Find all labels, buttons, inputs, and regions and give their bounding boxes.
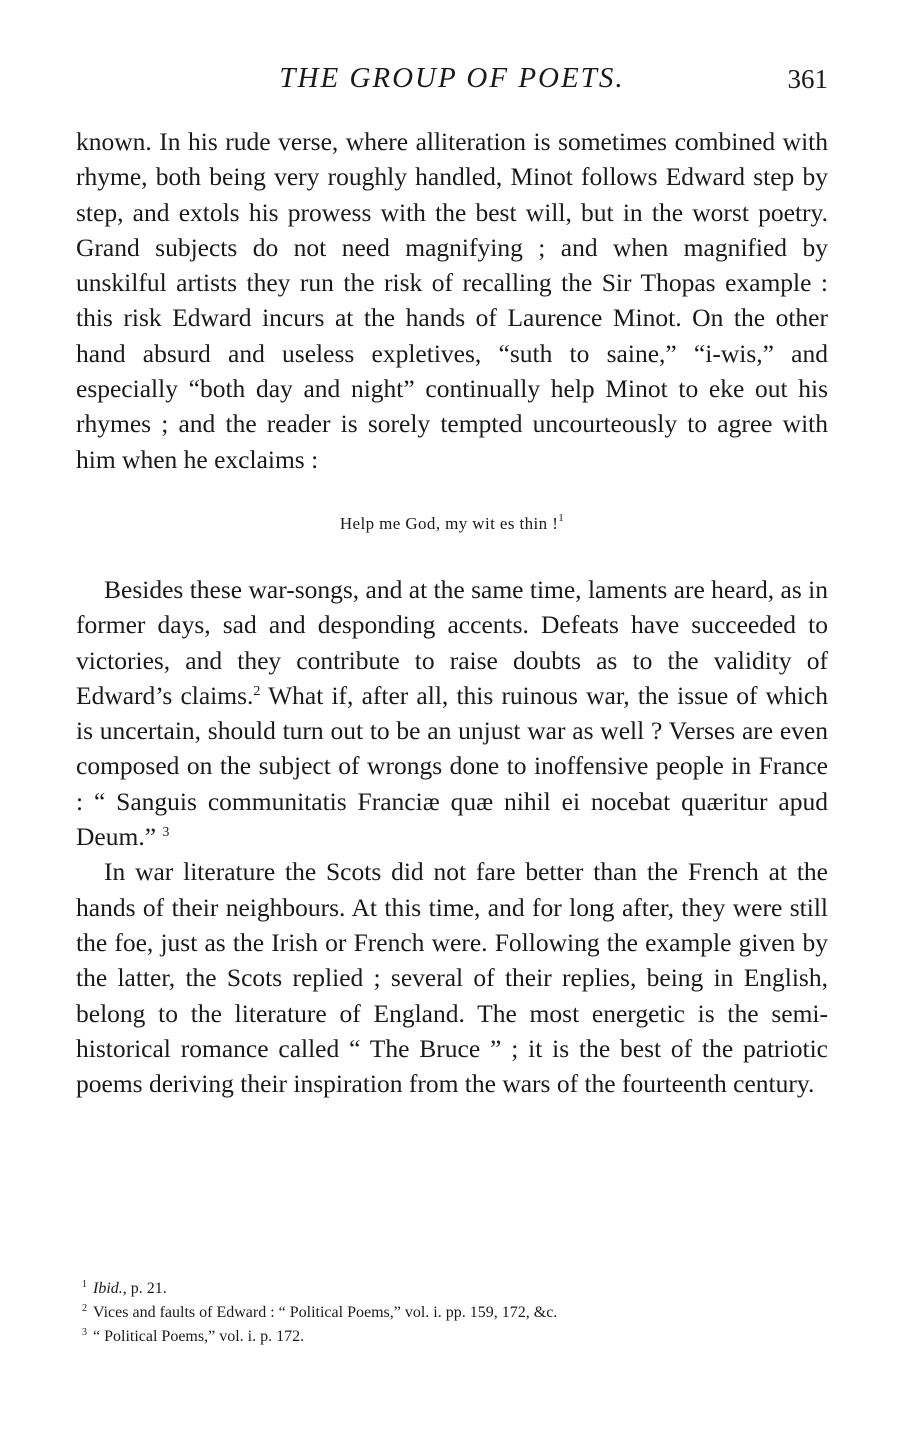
footnote-2 (76, 1301, 836, 1325)
paragraph-1: known. In his rude verse, where alliteration is sometimes combined with rhyme, both being very roughly handled, Minot follows Edward step by step, and extols his prowess with the best will, but in the worst poetry. Grand subjects do not need magnifying ; and when magnified by unskilful artists they run the risk of recalling the Sir Thopas example : this risk Edward incurs at the hands of Laurence Minot. On the other hand absurd and useless expletives, “suth to saine,” “i-wis,” and especially “both day and night” continually help Minot to eke out his rhymes ; and the reader is sorely tempted uncourteously to agree with him when he exclaims : (76, 127, 828, 474)
footnote-ref-2: 2 (253, 683, 261, 699)
running-title: THE GROUP OF POETS. (279, 62, 625, 94)
footnote-1 (76, 1277, 836, 1301)
footnote-2-text: Vices and faults of Edward : “ Political Poems,” vol. i. pp. 159, 172, &c. (93, 1304, 558, 1321)
footnote-1-italic: Ibid. (93, 1280, 123, 1297)
footnote-ref-3: 3 (162, 825, 170, 841)
paragraph-2-text-b: What if, after all, this ruinous war, the issue of which is uncertain, should turn out to be an unjust war as well ? Verses are even composed on the subject of wrongs done to inoffensive people in France : “ Sanguis communitatis Franciæ quæ nihil ei nocebat quæritur apud Deum.” (76, 680, 828, 852)
verse-quotation (76, 512, 828, 536)
footnote-1-text: , p. 21. (122, 1280, 167, 1297)
footnote-2-mark: 2 (82, 1303, 87, 1314)
body-text (76, 124, 828, 1101)
footnote-3-mark: 3 (82, 1327, 87, 1338)
quote-text: Help me God, my wit es thin ! (339, 513, 559, 533)
footnote-3 (76, 1325, 836, 1349)
footnote-3-text: “ Political Poems,” vol. i. p. 172. (93, 1328, 305, 1345)
paragraph-3: In war literature the Scots did not fare better than the French at the hands of their neighbours. At this time, and for long after, they were still the foe, just as the Irish or French were. Following the example given by the latter, the Scots replied ; several of their replies, being in English, belong to the literature of England. The most energetic is the semi-historical romance called “ The Bruce ” ; it is the best of the patriotic poems deriving their inspiration from the wars of the fourteenth century. (76, 857, 828, 1099)
paragraph-2 (76, 572, 828, 854)
footnote-ref-1: 1 (558, 511, 565, 524)
footnotes (76, 1277, 836, 1349)
page-number: 361 (787, 64, 828, 94)
paragraph-2-text-a: Besides these war-songs, and at the same time, laments are heard, as in former days, sad and desponding accents. Defeats have succeeded to victories, and they contribute to raise doubts as to the validity of Edward’s claims. (76, 574, 828, 710)
footnote-1-mark: 1 (82, 1279, 87, 1290)
running-head (76, 62, 828, 102)
